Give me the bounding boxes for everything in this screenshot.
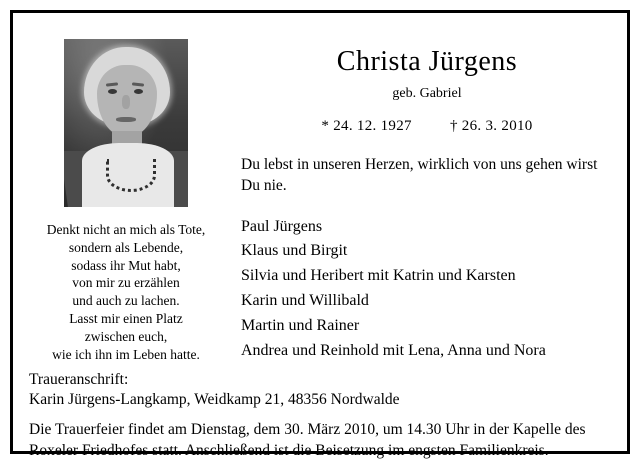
photo-mouth [116,117,136,122]
photo-eye-right [134,89,143,94]
survivors-list [241,215,613,364]
list-item: Silvia und Heribert mit Katrin und Karsten [241,267,516,285]
verse-line: von mir zu erzählen [72,275,180,291]
list-item: Klaus und Birgit [241,242,348,260]
mourning-address [29,370,613,410]
deceased-name: Christa Jürgens [336,46,518,77]
obituary-notice-card [10,10,630,459]
mourning-address-label: Traueranschrift: [29,370,129,388]
photo-necklace [106,159,156,192]
photo-eye-left [108,89,117,94]
portrait-photo [64,39,188,207]
main-text-column [225,25,613,363]
maiden-name: geb. Gabriel [392,85,462,101]
funeral-details: Die Trauerfeier findet am Dienstag, dem 30. März 2010, um 14.30 Uhr in der Kapelle des Roxeler Friedhofes statt. Anschließend ist die Beisetzung im engsten Familienkreis. [29,420,586,459]
verse-line: Denkt nicht an mich als Tote, [46,222,206,237]
portrait-and-verse-column [27,25,225,364]
verse-line: zwischen euch, [84,328,168,344]
list-item: Martin und Rainer [241,316,360,334]
notice-bottom-section [27,370,613,462]
notice-top-section [27,25,613,364]
list-item: Paul Jürgens [241,217,323,235]
death-date: † 26. 3. 2010 [449,117,533,134]
photo-nose [122,95,130,109]
mourning-address-line: Karin Jürgens-Langkamp, Weidkamp 21, 48356 Nordwalde [29,390,400,408]
memorial-verse [47,221,206,364]
verse-line: wie ich ihn im Leben hatte. [52,346,200,362]
life-dates [241,118,613,135]
verse-line: und auch zu lachen. [72,293,180,309]
verse-line: Lasst mir einen Platz [69,311,183,327]
birth-date: * 24. 12. 1927 [321,117,412,134]
verse-line: sondern als Lebende, [68,239,184,255]
list-item: Andrea und Reinhold mit Lena, Anna und Nora [241,341,546,359]
verse-line: sodass ihr Mut habt, [71,257,181,273]
memorial-motto: Du lebst in unseren Herzen, wirklich von uns gehen wirst Du nie. [241,155,598,194]
list-item: Karin und Willibald [241,292,369,310]
